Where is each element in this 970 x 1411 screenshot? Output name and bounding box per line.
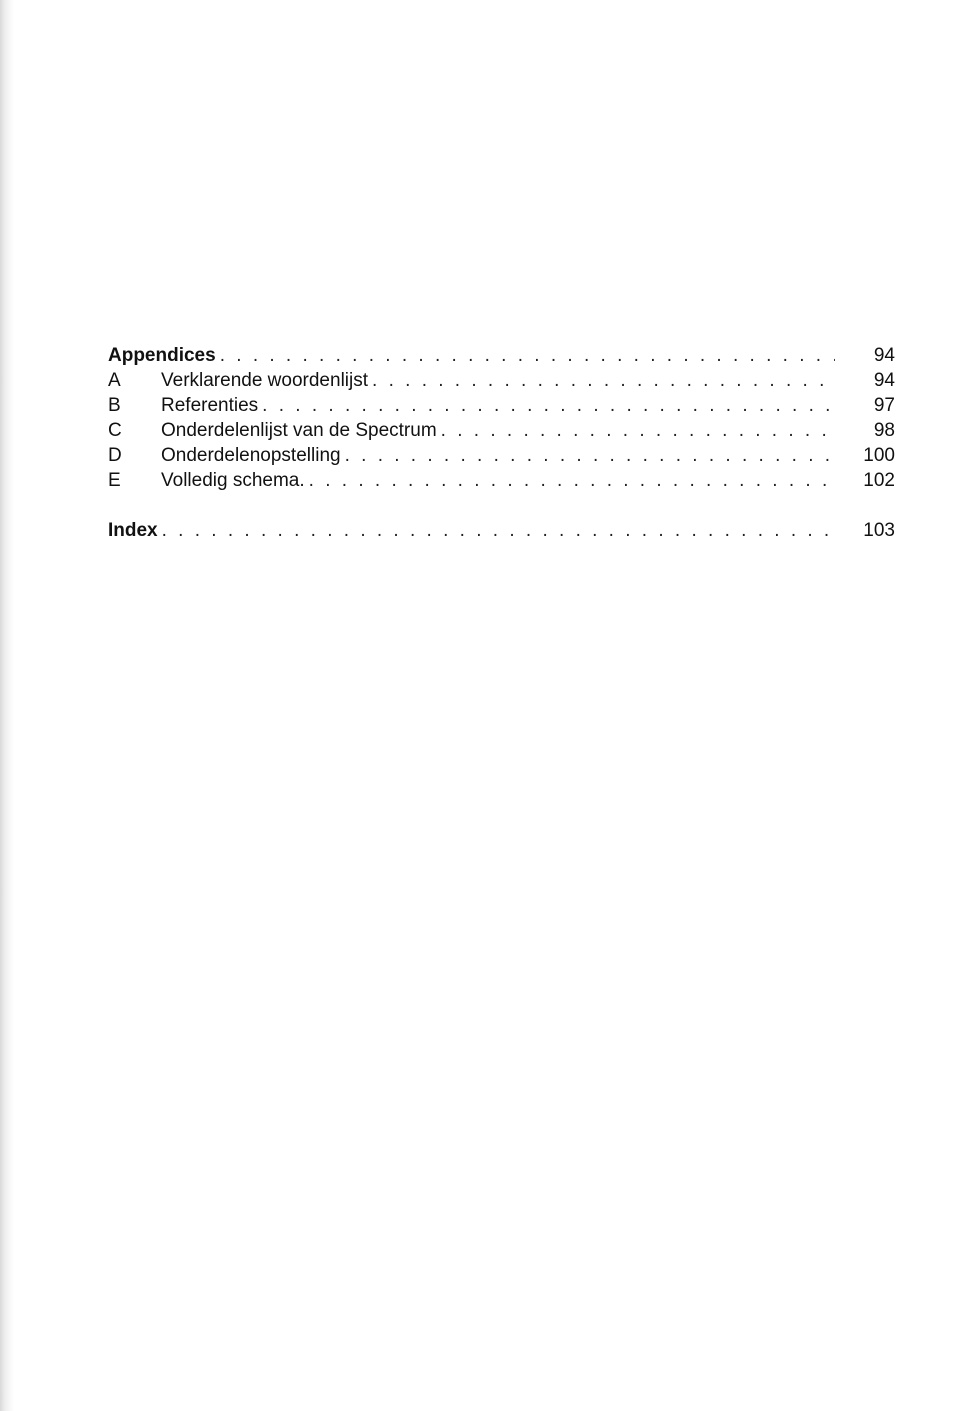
toc-entry-index[interactable] (108, 518, 895, 543)
toc-entry-page: 94 (873, 345, 895, 366)
toc-entry-title: Index (108, 520, 158, 541)
toc-entry-title: Verklarende woordenlijst (161, 370, 369, 391)
toc-entry-appendix-e[interactable] (108, 468, 895, 493)
dot-leader (220, 343, 835, 368)
toc-entry-title: Appendices (108, 345, 216, 366)
dot-leader (262, 393, 835, 418)
toc-entry-appendix-b[interactable] (108, 393, 895, 418)
page-edge (0, 0, 14, 1411)
toc-entry-page: 102 (863, 470, 895, 491)
toc-entry-letter: A (108, 370, 121, 391)
toc-entry-page: 97 (873, 395, 895, 416)
toc-entry-letter: B (108, 395, 121, 416)
toc-entry-page: 103 (863, 520, 895, 541)
toc-entry-letter: D (108, 445, 122, 466)
toc-entry-page: 94 (873, 370, 895, 391)
toc-entry-letter: C (108, 420, 122, 441)
toc-entry-title: Onderdelenlijst van de Spectrum (161, 420, 437, 441)
dot-leader (309, 468, 835, 493)
toc-entry-appendices[interactable] (108, 343, 895, 368)
toc-entry-appendix-a[interactable] (108, 368, 895, 393)
toc-entry-appendix-d[interactable] (108, 443, 895, 468)
toc-entry-page: 100 (863, 445, 895, 466)
toc-entry-title: Onderdelenopstelling (161, 445, 341, 466)
dot-leader (441, 418, 835, 443)
toc-entry-title: Referenties (161, 395, 259, 416)
toc-entry-letter: E (108, 470, 121, 491)
dot-leader (345, 443, 835, 468)
table-of-contents (108, 343, 895, 543)
toc-entry-appendix-c[interactable] (108, 418, 895, 443)
toc-entry-page: 98 (873, 420, 895, 441)
toc-entry-title: Volledig schema. (161, 470, 305, 491)
dot-leader (162, 518, 835, 543)
dot-leader (372, 368, 835, 393)
